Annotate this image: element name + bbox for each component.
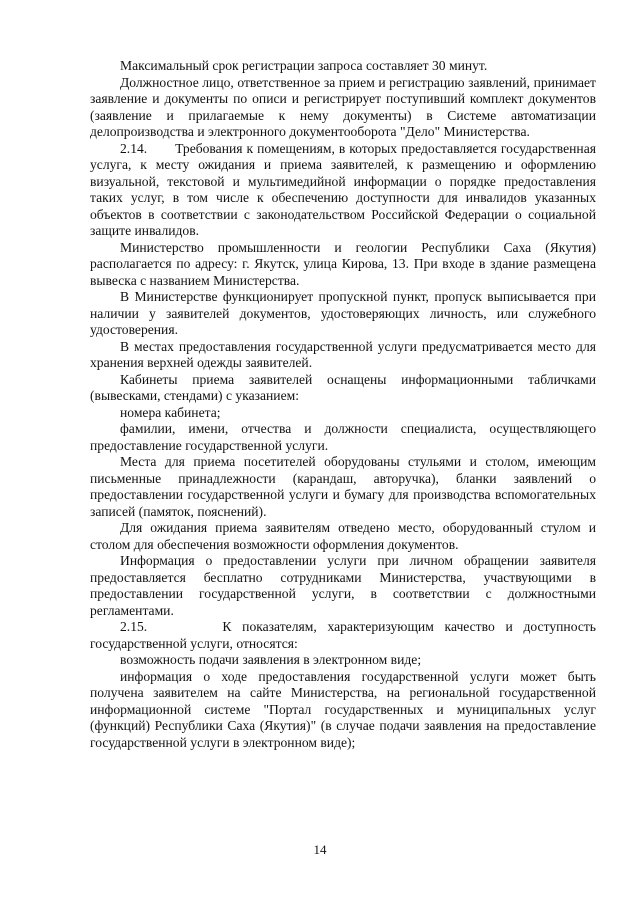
list-item-room-number: номера кабинета; (120, 404, 221, 420)
page-number: 14 (313, 842, 327, 857)
paragraph-reception-places: Места для приема посетителей оборудованы стульями и столом, имеющим письменные принадлежности (карандаш, авторучка), бланки заявлений о предоставлении государственной услуги и бумагу для производства вспомогательных записей (памяток, пояснений). (90, 454, 596, 519)
list-item-progress-info: информация о ходе предоставления государственной услуги может быть получена заявителем на сайте Министерства, на региональной государственной информационной системе "Портал государственных и муниципальных услуг (функций) Республики Саха (Якутия)" (в случае подачи заявления на предоставление государственной услуги в электронном виде); (90, 668, 596, 750)
paragraph-2-15: 2.15. К показателям, характеризующим качество и доступность государственной услуги, относятся: (90, 619, 596, 651)
list-item-specialist: фамилии, имени, отчества и должности специалиста, осуществляющего предоставление государственной услуги. (90, 421, 596, 453)
paragraph-ministry-address: Министерство промышленности и геологии Республики Саха (Якутия) располагается по адресу: г. Якутск, улица Кирова, 13. При входе в здание размещена вывеска с названием Министерства. (90, 239, 596, 288)
paragraph-registration-time: Максимальный срок регистрации запроса составляет 30 минут. (120, 58, 488, 73)
paragraph-official-responsible: Должностное лицо, ответственное за прием и регистрацию заявлений, принимает заявление и документы по описи и регистрирует поступивший комплект документов (заявление и прилагаемые к нему документы) в Системе автоматизации делопроизводства и электронного документооборота "Дело" Министерства. (90, 74, 596, 139)
paragraph-cloakroom: В местах предоставления государственной услуги предусматривается место для хранения верхней одежды заявителей. (90, 338, 596, 370)
list-item-electronic-submission: возможность подачи заявления в электронном виде; (120, 652, 422, 667)
paragraph-offices-signs: Кабинеты приема заявителей оснащены информационными табличками (вывесками, стендами) с указанием: (90, 371, 596, 403)
document-body (90, 58, 596, 751)
paragraph-waiting-area: Для ожидания приема заявителям отведено место, оборудованный стулом и столом для обеспечения возможности оформления документов. (90, 520, 596, 552)
paragraph-checkpoint: В Министерстве функционирует пропускной пункт, пропуск выписывается при наличии у заявителей документов, удостоверяющих личность, или служебного удостоверения. (90, 289, 596, 337)
paragraph-2-14: 2.14. Требования к помещениям, в которых предоставляется государственная услуга, к месту ожидания и приема заявителей, к размещению и оформлению визуальной, текстовой и мультимедийной информации о порядке предоставления таких услуг, в том числе к обеспечению доступности для инвалидов указанных объектов в соответствии с законодательством Российской Федерации о социальной защите инвалидов. (90, 140, 596, 238)
paragraph-information-free: Информация о предоставлении услуги при личном обращении заявителя предоставляется бесплатно сотрудниками Министерства, участвующими в предоставлении государственной услуги, в соответствии с должностными регламентами. (90, 553, 596, 618)
